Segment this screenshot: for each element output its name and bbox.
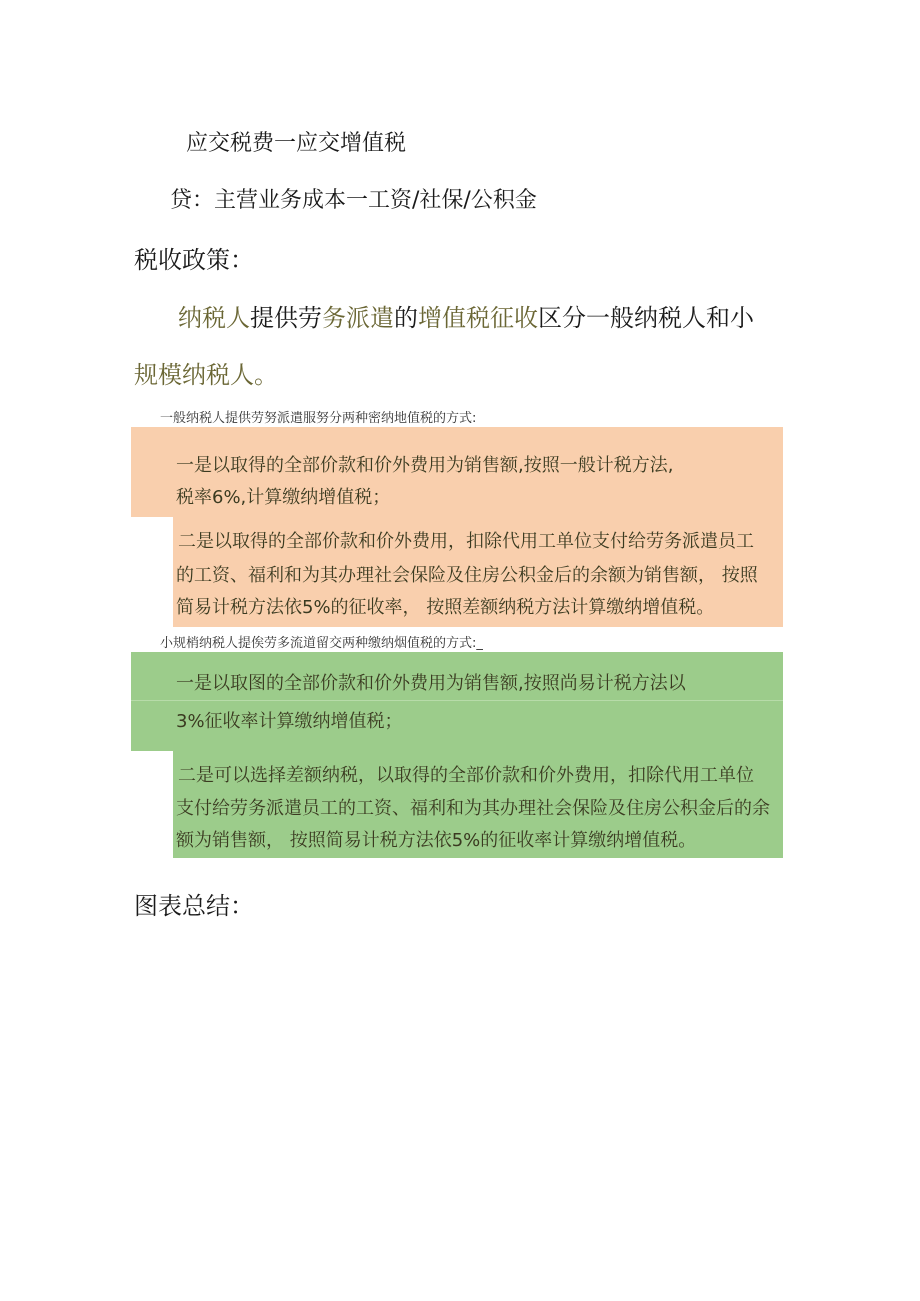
credit-entry-line: 应交税费一应交增值税 xyxy=(186,131,407,156)
small-method2-line2: 支付给劳务派遣员工的工资、福利和为其办理社会保险及住房公积金后的余 xyxy=(176,798,770,819)
small-method1-line2: 3%征收率计算缴纳增值税； xyxy=(176,711,403,732)
general-method2-line3: 简易计税方法依5%的征收率， 按照差额纳税方法计算缴纳增值税。 xyxy=(176,597,715,618)
small-method1-line1: 一是以取图的全部价款和价外费用为销售额,按照尚易计税方法以 xyxy=(176,673,686,694)
tax-policy-intro-line2: 规模纳税人。 xyxy=(134,361,278,389)
intro-segment: 区分一般纳税人和小 xyxy=(538,304,754,332)
intro-segment: 的 xyxy=(394,304,418,332)
small-method2-line3: 额为销售额， 按照简易计税方法依5%的征收率计算缴纳增值税。 xyxy=(176,830,697,851)
intro-segment: 提供劳 xyxy=(250,304,322,332)
general-method2-line1: 二是以取得的全部价款和价外费用，扣除代用工单位支付给劳务派遣员工 xyxy=(178,531,754,552)
general-method1-line2: 税率6%,计算缴纳增值税； xyxy=(176,487,391,508)
general-taxpayer-caption: 一般纳税人提供劳努派遣服努分两种密纳地值税的方式: xyxy=(160,411,477,426)
tax-policy-intro-line1 xyxy=(178,298,754,333)
general-method2-line2: 的工资、福利和为其办理社会保险及住房公积金后的余额为销售额， 按照 xyxy=(176,565,758,586)
box-divider xyxy=(131,700,783,701)
tax-policy-heading: 税收政策： xyxy=(134,246,254,274)
general-method1-line1: 一是以取得的全部价款和价外费用为销售额,按照一般计税方法, xyxy=(176,455,674,476)
small-taxpayer-caption: 小规梢纳税人提俟劳多流道留交两种缴纳烟值税的方式:_ xyxy=(160,636,483,651)
debit-entry-line: 贷：主营业务成本一工资/社保/公积金 xyxy=(170,188,537,213)
chart-summary-heading: 图表总结： xyxy=(134,892,254,920)
intro-segment: 增值税征收 xyxy=(418,304,538,332)
small-method2-line1: 二是可以选择差额纳税，以取得的全部价款和价外费用，扣除代用工单位 xyxy=(178,765,754,786)
small-method1-box xyxy=(131,652,783,751)
intro-segment: 纳税人 xyxy=(178,304,250,332)
intro-segment: 务派遣 xyxy=(322,304,394,332)
